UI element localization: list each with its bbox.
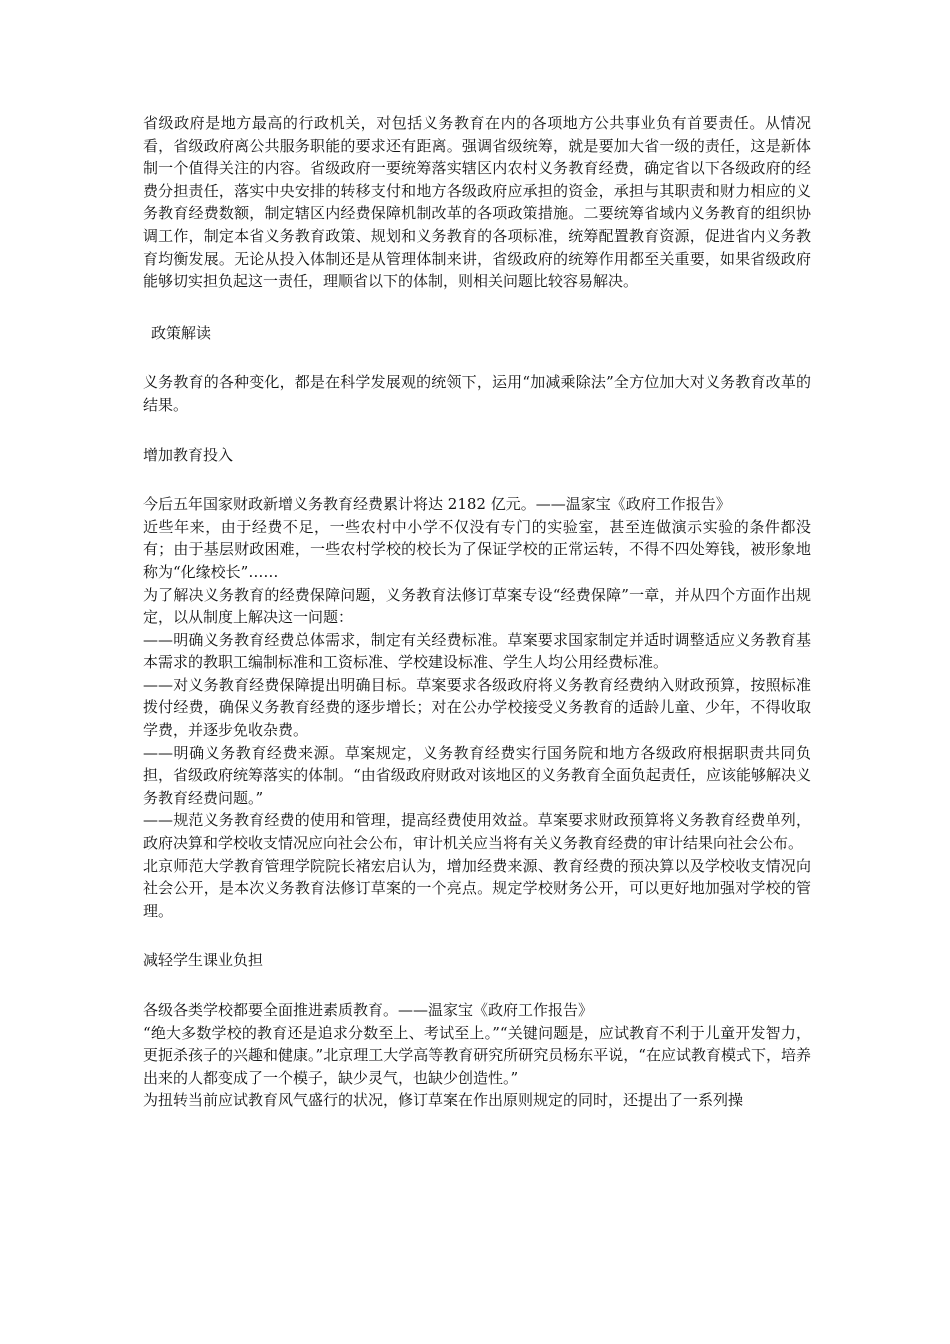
paragraph: 今后五年国家财政新增义务教育经费累计将达 2182 亿元。——温家宝《政府工作报告》 [143,495,731,514]
intro-paragraph: 省级政府是地方最高的行政机关，对包括义务教育在内的各项地方公共事业负有首要责任。从情况看，省级政府离公共服务职能的要求还有距离。强调省级统筹，就是要加大省一级的责任，这是新体制一个值得关注的内容。省级政府一要统筹落实辖区内农村义务教育经费，确定省以下各级政府的经费分担责任，落实中央安排的转移支付和地方各级政府应承担的资金，承担与其职责和财力相应的义务教育经费数额，制定辖区内经费保障机制改革的各项政策措施。二要统筹省域内义务教育的组织协调工作，制定本省义务教育政策、规划和义务教育的各项标准，统筹配置教育资源，促进省内义务教育均衡发展。无论从投入体制还是从管理体制来讲，省级政府的统筹作用都至关重要，如果省级政府能够切实担负起这一责任，理顺省以下的体制，则相关问题比较容易解决。 [143,114,811,291]
section-burden-body [143,999,811,1112]
paragraph: 各级各类学校都要全面推进素质教育。——温家宝《政府工作报告》 [143,1001,594,1019]
paragraph: ——明确义务教育经费总体需求，制定有关经费标准。草案要求国家制定并适时调整适应义务教育基本需求的教职工编制标准和工资标准、学校建设标准、学生人均公用经费标准。 [143,630,811,672]
paragraph: ——明确义务教育经费来源。草案规定，义务教育经费实行国务院和地方各级政府根据职责共同负担，省级政府统筹落实的体制。“由省级政府财政对该地区的义务教育全面负起责任，应该能够解决义务教育经费问题。” [143,743,811,807]
paragraph: 近些年来，由于经费不足，一些农村中小学不仅没有专门的实验室，甚至连做演示实验的条件都没有；由于基层财政困难，一些农村学校的校长为了保证学校的正常运转，不得不四处筹钱，被形象地称为“化缘校长”…… [143,517,811,581]
intro-paragraph-block [143,112,811,293]
paragraph: ——规范义务教育经费的使用和管理，提高经费使用效益。草案要求财政预算将义务教育经费单列，政府决算和学校收支情况应向社会公布，审计机关应当将有关义务教育经费的审计结果向社会公布。 [143,811,811,853]
paragraph: ——对义务教育经费保障提出明确目标。草案要求各级政府将义务教育经费纳入财政预算，按照标准拨付经费，确保义务教育经费的逐步增长；对在公办学校接受义务教育的适龄儿童、少年，不得收取学费，并逐步免收杂费。 [143,675,811,740]
section-investment-body [143,493,811,922]
policy-summary: 义务教育的各种变化，都是在科学发展观的统领下，运用“加减乘除法”全方位加大对义务教育改革的结果。 [143,373,811,414]
policy-summary-block [143,371,811,416]
paragraph: 为了解决义务教育的经费保障问题，义务教育法修订草案专设“经费保障”一章，并从四个方面作出规定，以从制度上解决这一问题： [143,585,811,627]
policy-heading: 政策解读 [151,323,212,342]
paragraph: “绝大多数学校的教育还是追求分数至上、考试至上。”“关键问题是，应试教育不利于儿童开发智力，更扼杀孩子的兴趣和健康。”北京理工大学高等教育研究所研究员杨东平说，“在应试教育模式下，培养出来的人都变成了一个模子，缺少灵气，也缺少创造性。” [143,1023,811,1087]
paragraph: 北京师范大学教育管理学院院长褚宏启认为，增加经费来源、教育经费的预决算以及学校收支情况向社会公开，是本次义务教育法修订草案的一个亮点。规定学校财务公开，可以更好地加强对学校的管理。 [143,856,811,920]
paragraph: 为扭转当前应试教育风气盛行的状况，修订草案在作出原则规定的同时，还提出了一系列操 [143,1091,744,1110]
section-heading-burden: 减轻学生课业负担 [143,951,264,970]
document-page [143,112,811,1112]
section-heading-investment: 增加教育投入 [143,445,234,464]
